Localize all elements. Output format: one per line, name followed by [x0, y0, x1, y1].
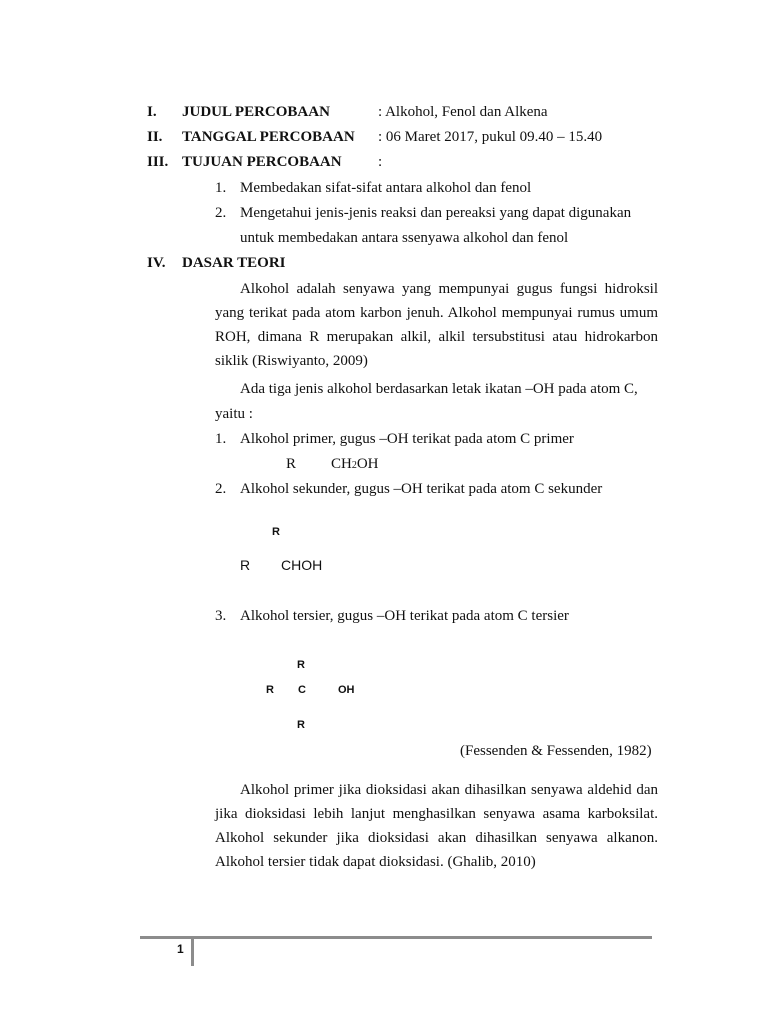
theory-paragraph-2-line-2: yaitu :: [215, 406, 253, 422]
footer-divider: [140, 936, 652, 939]
formula-tertiary-oh: OH: [338, 684, 355, 696]
theory-paragraph-3: Alkohol primer jika dioksidasi akan dihasilkan senyawa aldehid dan jika dioksidasi lebih lanjut menghasilkan senyawa asama karboksilat. Alkohol sekunder jika dioksidasi akan dihasilkan senyawa alkanon. Alkohol tersier tidak dapat dioksidasi. (Ghalib, 2010): [215, 782, 658, 870]
formula-tertiary-c: C: [298, 684, 306, 696]
formula-tertiary-r-top: R: [297, 659, 305, 671]
formula-secondary-r-top: R: [272, 526, 280, 538]
formula-primary-ch2oh: CH2OH: [331, 456, 379, 472]
theory-paragraph-1: Alkohol adalah senyawa yang mempunyai gugus fungsi hidroksil yang terikat pada atom karbon jenuh. Alkohol mempunyai rumus umum ROH, dimana R merupakan alkil, alkil tersubstitusi atau hidrokarbon siklik (Riswiyanto, 2009): [215, 281, 658, 369]
alcohol-type-number-2: 2.: [215, 481, 227, 497]
alcohol-type-number-1: 1.: [215, 431, 227, 447]
section-title-tujuan: TUJUAN PERCOBAAN: [182, 154, 342, 170]
formula-tertiary-r-bottom: R: [297, 719, 305, 731]
alcohol-type-text-2: Alkohol sekunder, gugus –OH terikat pada atom C sekunder: [240, 481, 603, 497]
formula-primary-r: R: [286, 456, 297, 472]
alcohol-type-text-1: Alkohol primer, gugus –OH terikat pada atom C primer: [240, 431, 574, 447]
section-number-1: I.: [147, 104, 157, 120]
goal-text-1: Membedakan sifat-sifat antara alkohol dan fenol: [240, 180, 532, 196]
theory-paragraph-2-line-1: Ada tiga jenis alkohol berdasarkan letak ikatan –OH pada atom C,: [240, 381, 638, 397]
alcohol-type-text-3: Alkohol tersier, gugus –OH terikat pada atom C tersier: [240, 608, 569, 624]
section-value-tujuan: :: [378, 154, 383, 170]
goal-number-2: 2.: [215, 205, 227, 221]
section-title-judul: JUDUL PERCOBAAN: [182, 104, 330, 120]
formula-secondary-r-left: R: [240, 557, 251, 573]
section-number-3: III.: [147, 154, 169, 170]
formula-secondary-choh: CHOH: [281, 557, 323, 573]
section-number-2: II.: [147, 129, 163, 145]
section-title-tanggal: TANGGAL PERCOBAAN: [182, 129, 355, 145]
section-value-tanggal: : 06 Maret 2017, pukul 09.40 – 15.40: [378, 129, 603, 145]
goal-text-2-line-2: untuk membedakan antara ssenyawa alkohol dan fenol: [240, 230, 569, 246]
goal-text-2-line-1: Mengetahui jenis-jenis reaksi dan pereaksi yang dapat digunakan: [240, 205, 632, 221]
footer-vertical-bar: [191, 936, 194, 966]
formula-tertiary-r-left: R: [266, 684, 274, 696]
goal-number-1: 1.: [215, 180, 227, 196]
section-value-judul: : Alkohol, Fenol dan Alkena: [378, 104, 548, 120]
citation-fessenden: (Fessenden & Fessenden, 1982): [460, 743, 652, 759]
page-number: 1: [177, 942, 184, 956]
section-number-4: IV.: [147, 255, 166, 271]
alcohol-type-number-3: 3.: [215, 608, 227, 624]
section-title-dasar-teori: DASAR TEORI: [182, 255, 286, 271]
